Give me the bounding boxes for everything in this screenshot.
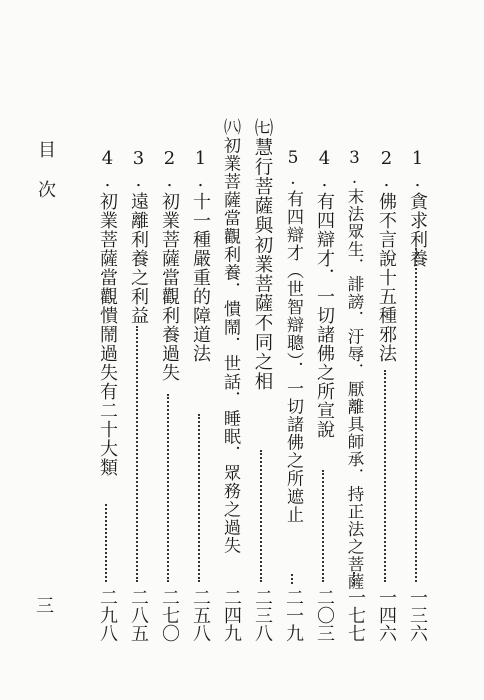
toc-entry-page: 一三六 xyxy=(407,588,428,642)
toc-entry-page: 二八五 xyxy=(128,588,149,642)
toc-entry-title: ㈧初業菩薩當觀利養．憒鬧．世話．睡眠．眾務之過失 xyxy=(220,118,240,555)
page-number: 三 xyxy=(36,596,54,617)
toc-entry xyxy=(156,148,182,668)
dot-leader xyxy=(291,574,293,584)
toc-entry-title: 2.佛不言說十五種邪法 xyxy=(376,148,397,363)
toc-entry-title: 1.貪求利養 xyxy=(407,148,428,268)
toc-entry xyxy=(311,148,337,668)
toc-entry xyxy=(342,148,368,668)
dot-leader xyxy=(198,414,200,582)
dot-leader xyxy=(415,248,417,582)
toc-entry-page: 二三八 xyxy=(252,588,273,642)
toc-entry xyxy=(249,118,275,642)
dot-leader xyxy=(105,504,107,582)
dot-leader xyxy=(260,450,262,582)
dot-leader xyxy=(167,394,169,582)
toc-entry xyxy=(187,148,213,668)
toc-entry-title: 2.初業菩薩當觀利養過失 xyxy=(159,148,180,382)
toc-entry xyxy=(373,148,399,668)
toc-entry-page: 二〇三 xyxy=(314,588,335,642)
toc-entry-page: 二七〇 xyxy=(159,588,180,642)
dot-leader xyxy=(322,470,324,582)
toc-entry-page: 二五八 xyxy=(190,588,211,642)
toc-entry xyxy=(280,148,306,668)
dot-leader xyxy=(353,572,355,584)
toc-entry xyxy=(94,148,120,668)
toc-entry-page: 二一九 xyxy=(283,588,304,642)
toc-entry-page: 二四九 xyxy=(221,588,242,642)
toc-entry-title: 4.有四辯才．一切諸佛之所宣說 xyxy=(314,148,335,439)
toc-entry-title: ㈦慧行菩薩與初業菩薩不同之相 xyxy=(252,118,273,391)
toc-entry-page: 一七七 xyxy=(345,588,366,642)
dot-leader xyxy=(136,326,138,582)
toc-entry xyxy=(404,148,430,668)
toc-entry-title: 5.有四辯才（世智辯聰）．一切諸佛之所遮止 xyxy=(283,148,303,524)
toc-entry xyxy=(125,148,151,668)
toc-entry-title: 3.末法眾生．誹謗．汙辱．厭離具師承．持正法之菩薩 xyxy=(345,148,364,591)
dot-leader xyxy=(384,370,386,582)
toc-entry-page: 二九八 xyxy=(97,588,118,642)
toc-entry-title: 4.初業菩薩當觀憒鬧過失有二十大類 xyxy=(97,148,118,477)
toc-entry xyxy=(218,118,244,642)
toc-entry-title: 1.十一種嚴重的障道法 xyxy=(190,148,211,363)
toc-header: 目次 xyxy=(35,140,56,220)
toc-entry-title: 3.遠離利養之利益 xyxy=(128,148,149,325)
toc-entry-page: 一四六 xyxy=(376,588,397,642)
